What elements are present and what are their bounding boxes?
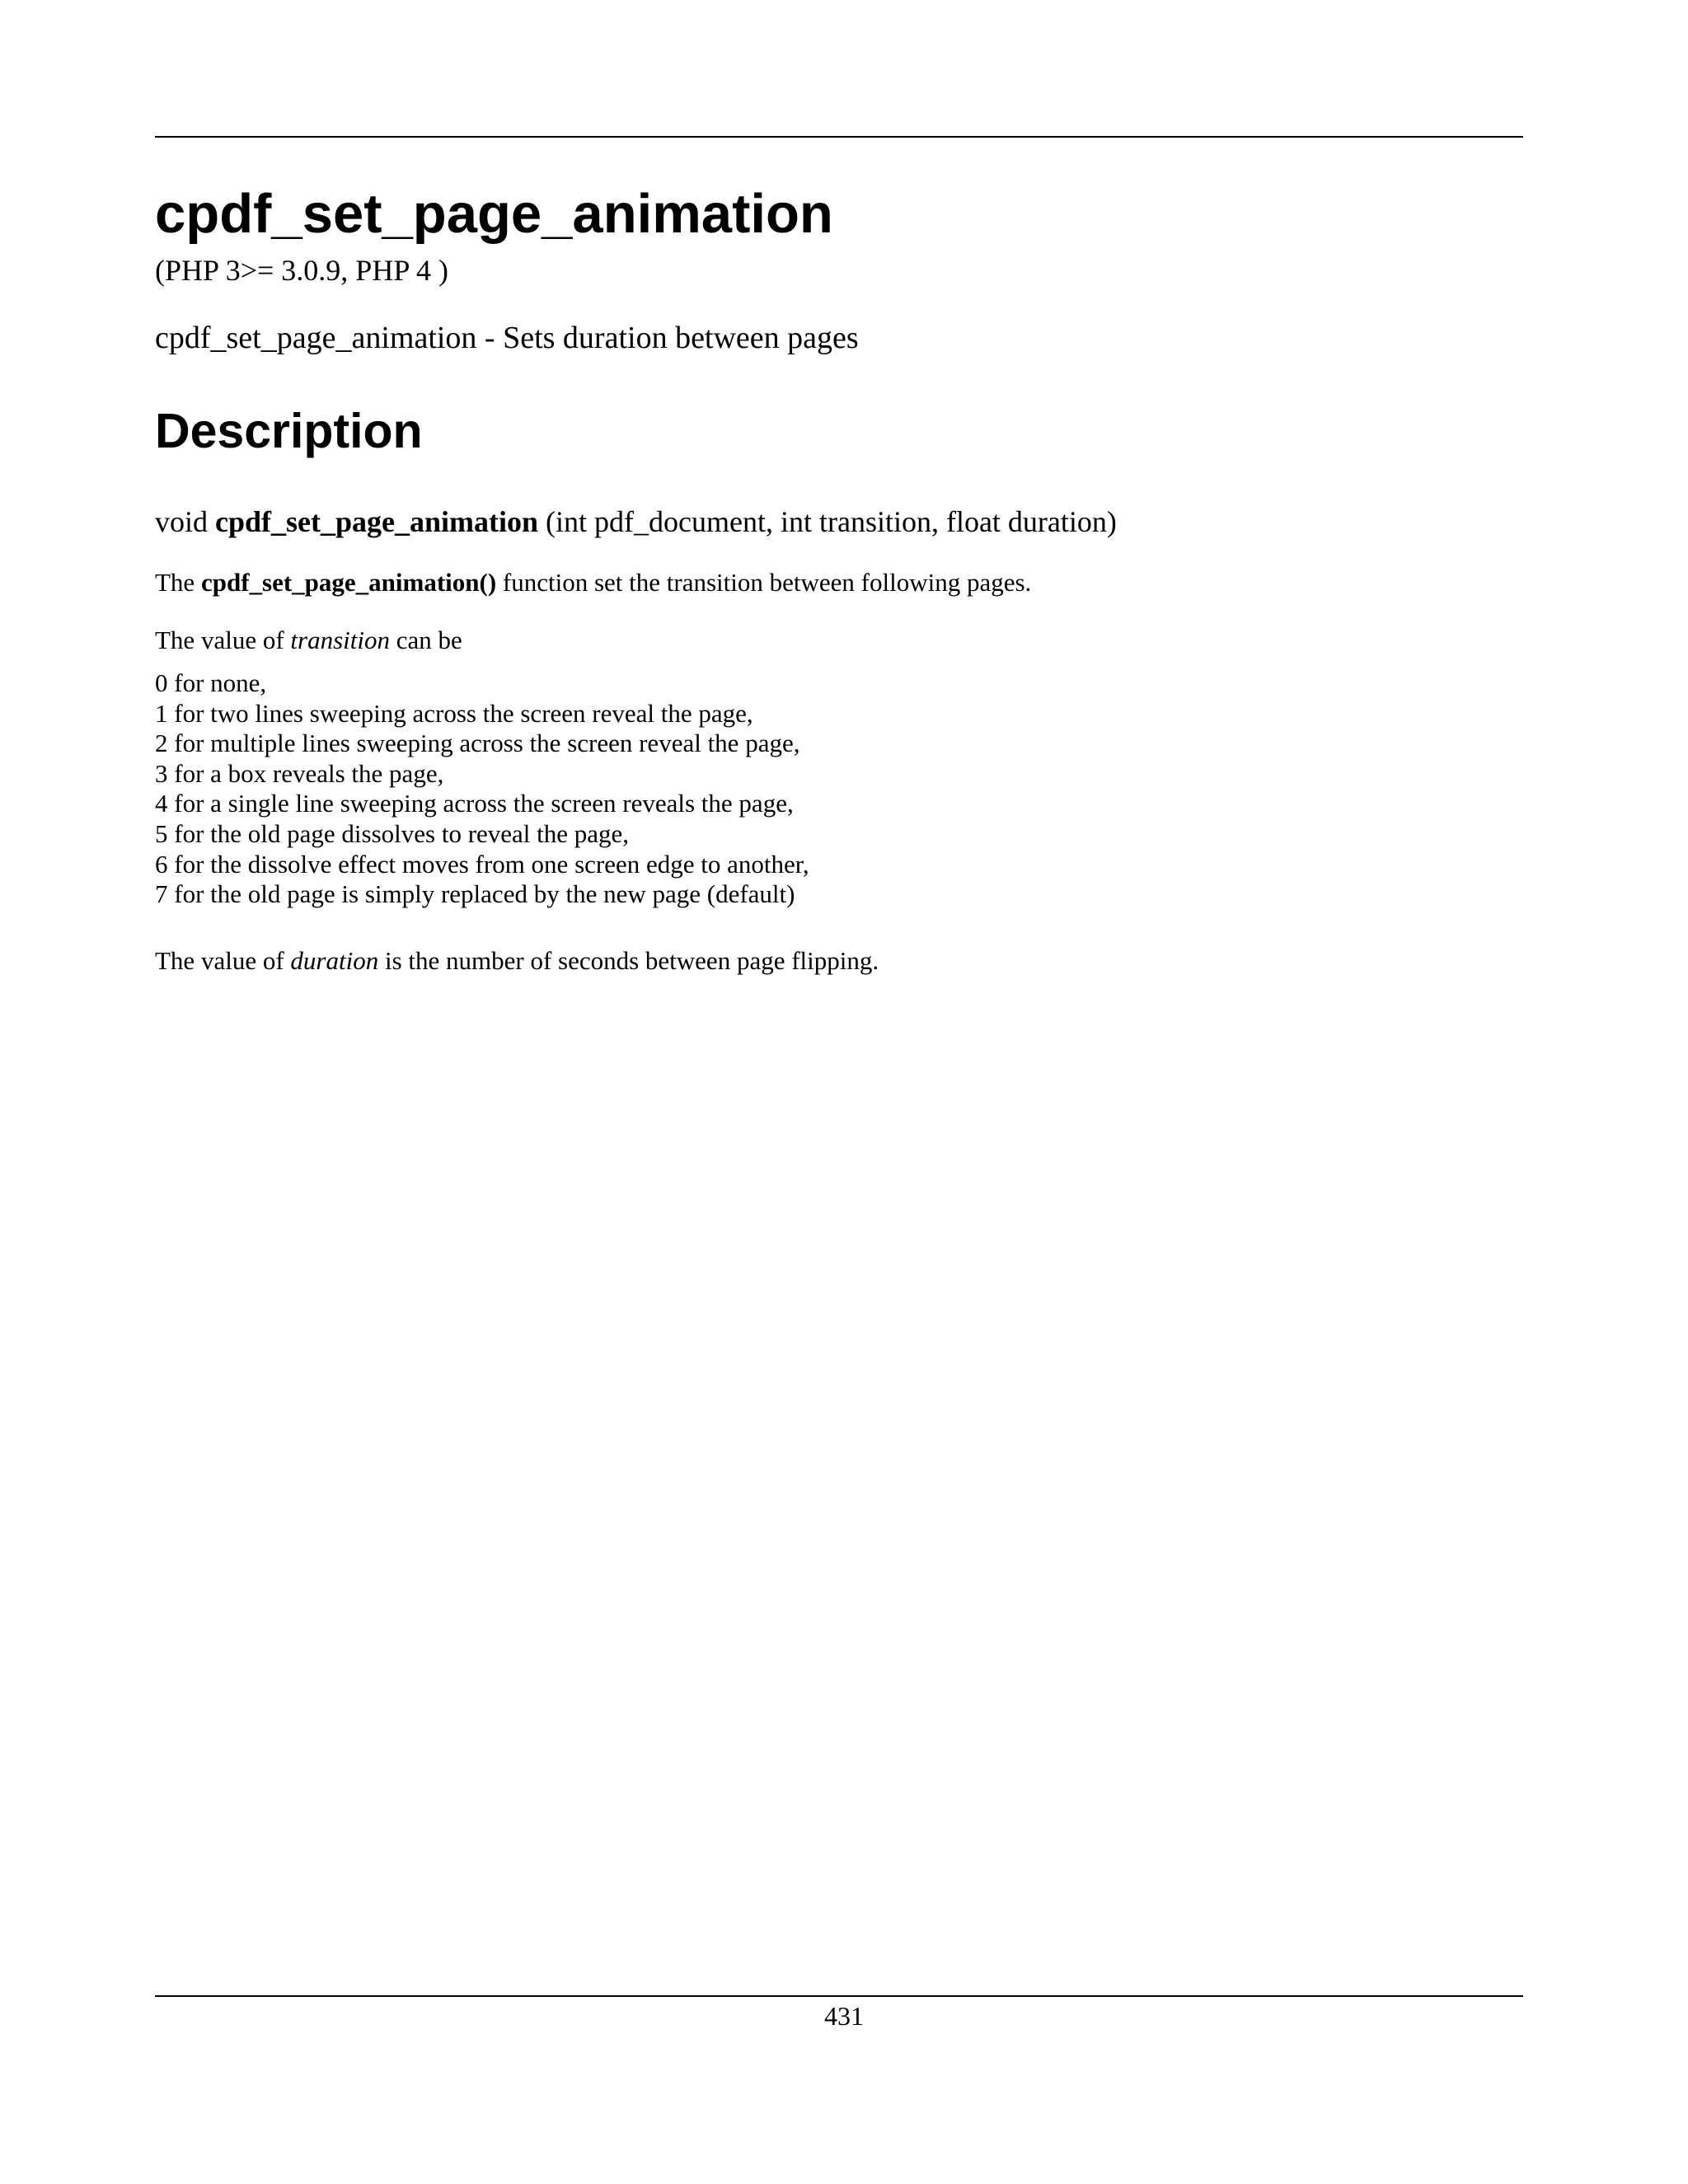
duration-prefix: The value of bbox=[155, 946, 284, 975]
list-item: 6 for the dissolve effect moves from one screen edge to another, bbox=[155, 849, 809, 879]
transition-suffix: can be bbox=[396, 626, 462, 654]
list-item: 0 for none, bbox=[155, 668, 267, 697]
list-item: 5 for the old page dissolves to reveal the page, bbox=[155, 818, 630, 848]
duration-param: duration bbox=[290, 946, 379, 975]
intro-paragraph bbox=[155, 569, 1031, 595]
synopsis-params: (int pdf_document, int transition, float duration) bbox=[546, 505, 1117, 538]
transition-paragraph bbox=[155, 627, 462, 653]
function-synopsis bbox=[155, 507, 1117, 537]
header-rule bbox=[155, 136, 1523, 138]
list-item: 7 for the old page is simply replaced by the new page (default) bbox=[155, 879, 795, 909]
intro-prefix: The bbox=[155, 568, 195, 597]
list-item: 3 for a box reveals the page, bbox=[155, 758, 444, 788]
transition-param: transition bbox=[290, 626, 390, 654]
list-item: 1 for two lines sweeping across the screen reveal the page, bbox=[155, 698, 753, 728]
page-number: 431 bbox=[824, 2001, 864, 2031]
duration-paragraph bbox=[155, 948, 879, 973]
intro-suffix: function set the transition between following pages. bbox=[502, 568, 1032, 597]
intro-function-ref: cpdf_set_page_animation() bbox=[200, 568, 497, 597]
description-heading: Description bbox=[155, 404, 423, 458]
duration-suffix: is the number of seconds between page flipping. bbox=[384, 946, 879, 975]
list-item: 4 for a single line sweeping across the screen reveals the page, bbox=[155, 789, 794, 818]
function-summary: cpdf_set_page_animation - Sets duration between pages bbox=[155, 321, 859, 355]
transition-values-list bbox=[155, 668, 809, 910]
php-version: (PHP 3>= 3.0.9, PHP 4 ) bbox=[155, 254, 448, 287]
list-item: 2 for multiple lines sweeping across the screen reveal the page, bbox=[155, 729, 800, 758]
return-type: void bbox=[155, 505, 209, 538]
synopsis-function-name: cpdf_set_page_animation bbox=[215, 505, 539, 538]
page-title: cpdf_set_page_animation bbox=[155, 183, 833, 245]
footer-rule bbox=[155, 1995, 1523, 1997]
transition-prefix: The value of bbox=[155, 626, 284, 654]
